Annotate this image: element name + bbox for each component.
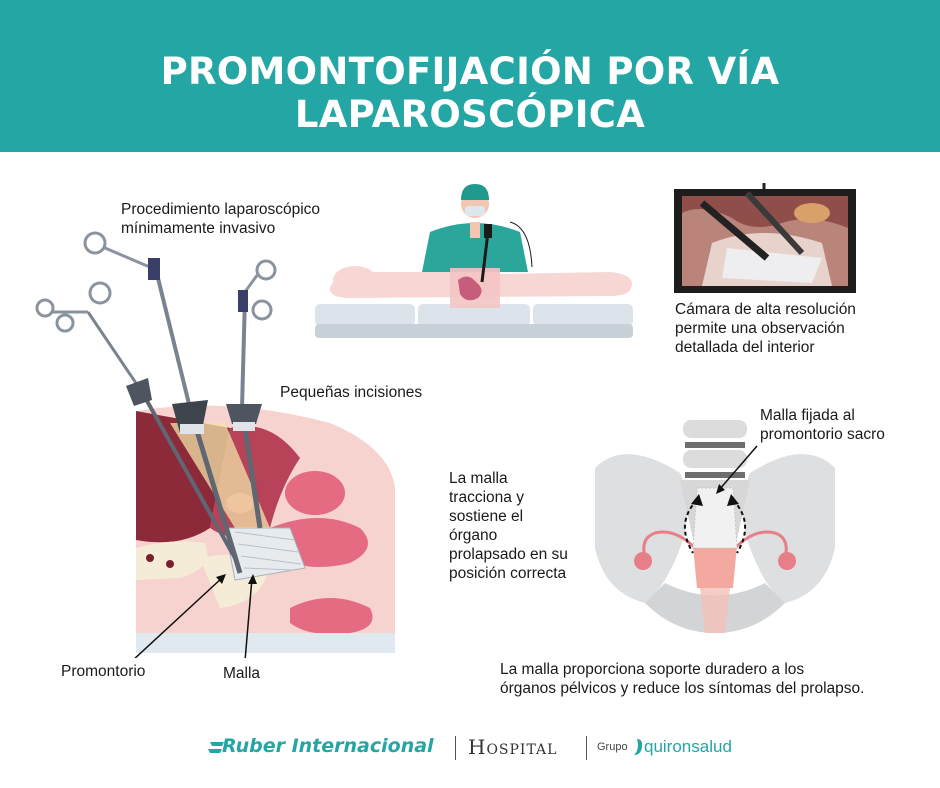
hospital-logo: Hospital <box>468 735 558 759</box>
mesh-pulls-label-line2: tracciona y <box>449 489 524 506</box>
camera-label-line3: detallada del interior <box>675 339 815 356</box>
page-title: PROMONTOFIJACIÓN POR VÍA LAPAROSCÓPICA <box>160 50 780 136</box>
footer-logos <box>0 730 940 770</box>
support-label-line2: órganos pélvicos y reduce los síntomas del prolapso. <box>500 680 865 697</box>
mesh-pulls-label-line4: órgano <box>449 527 498 544</box>
support-label-line1: La malla proporciona soporte duradero a los <box>500 661 805 678</box>
mesh-pulls-label-line5: prolapsado en su <box>449 546 568 563</box>
footer-divider-1 <box>455 736 456 760</box>
camera-label-line2: permite una observación <box>675 320 845 337</box>
promontory-label: Promontorio <box>61 663 146 680</box>
camera-label <box>675 300 856 357</box>
support-label <box>500 660 864 698</box>
procedure-label-line2: mínimamente invasivo <box>121 220 276 237</box>
procedure-label <box>121 200 320 238</box>
footer-divider-2 <box>586 736 587 760</box>
grupo-label: Grupo <box>597 741 628 753</box>
procedure-label-line1: Procedimiento laparoscópico <box>121 201 321 218</box>
laparoscopy-cross-section <box>30 228 430 658</box>
quironsalud-logo-icon <box>630 737 644 757</box>
header-banner <box>0 0 940 152</box>
ruber-internacional-logo: Ruber Internacional <box>222 735 434 757</box>
small-incisions-label: Pequeñas incisiones <box>280 384 423 401</box>
pelvis-illustration <box>585 418 845 646</box>
mesh-fixed-label <box>760 406 885 444</box>
quironsalud-logo: quironsalud <box>644 737 732 756</box>
camera-label-line1: Cámara de alta resolución <box>675 301 856 318</box>
mesh-fixed-label-line2: promontorio sacro <box>760 426 885 443</box>
mesh-pulls-label-line6: posición correcta <box>449 565 567 582</box>
mesh-pulls-label <box>449 469 568 583</box>
mesh-pulls-label-line3: sostiene el <box>449 508 524 525</box>
mesh-label: Malla <box>223 665 261 682</box>
mesh-pulls-label-line1: La malla <box>449 470 508 487</box>
monitor-image <box>672 183 858 296</box>
mesh-fixed-label-line1: Malla fijada al <box>760 407 855 424</box>
